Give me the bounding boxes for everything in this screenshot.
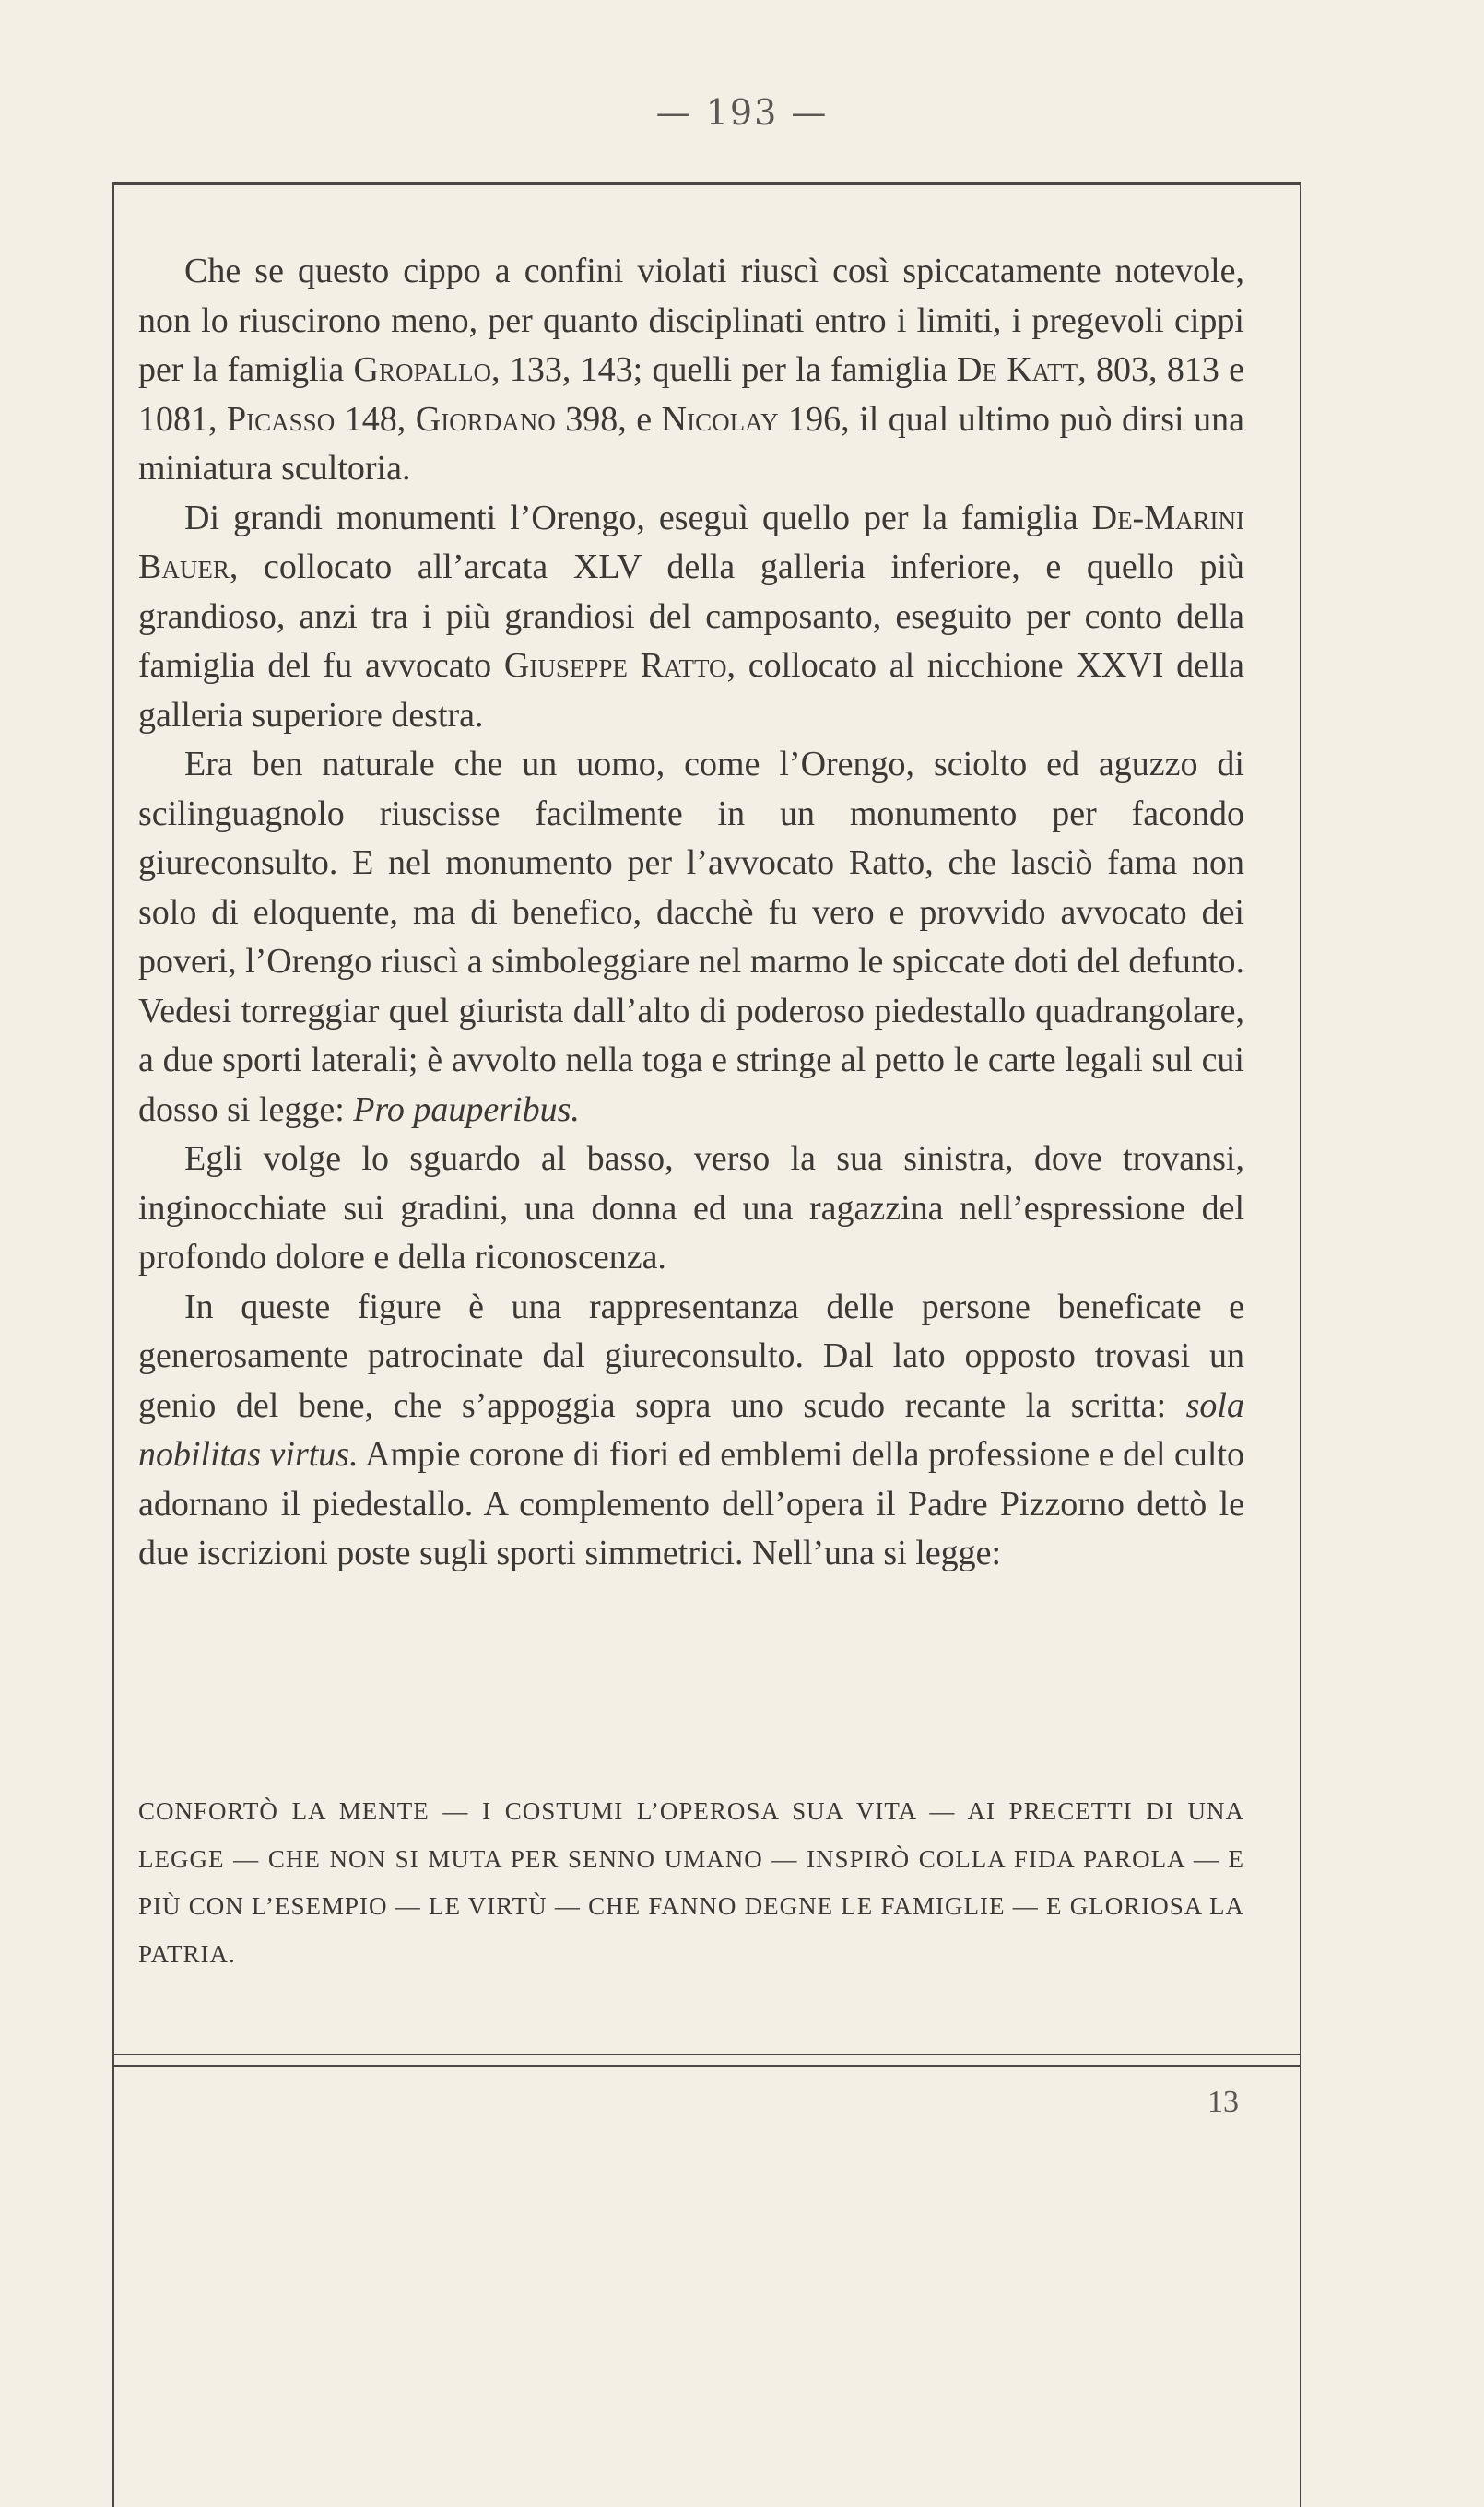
text-run: Che se questo cippo a confini violati riuscì così spiccatamente notevole, non lo riuscirono meno, per quanto disciplinati entro i limiti, i pregevoli cippi per la famiglia [138, 252, 1244, 389]
family-name: Giordano [415, 399, 556, 439]
text-run: , collocato al nicchione XXVI della galleria superiore destra. [138, 646, 1244, 735]
text-run: , 133, 143; quelli per la famiglia [491, 350, 957, 389]
body-text [138, 247, 1244, 1579]
inscription: CONFORTÒ LA MENTE — I COSTUMI L’OPEROSA SUA VITA — AI PRECETTI DI UNA LEGGE — CHE NON SI MUTA PER SENNO UMANO — INSPIRÒ COLLA FIDA PAROLA — E PIÙ CON L’ESEMPIO — LE VIRTÙ — CHE FANNO DEGNE LE FAMIGLIE — E GLORIOSA LA PATRIA. [138, 1797, 1244, 1968]
text-run: Di grandi monumenti l’Orengo, eseguì quello per la famiglia [184, 498, 1092, 537]
text-run: Ampie corone di fiori ed emblemi della professione e del culto adornano il piedestallo. A complemento dell’opera il Padre Pizzorno dettò le due iscrizioni poste sugli sporti simmetrici. Nell’una si legge: [138, 1435, 1244, 1572]
family-name: Picasso [227, 399, 336, 439]
text-run: In queste figure è una rappresentanza delle persone beneficate e generosamente patrocinate dal giureconsulto. Dal lato opposto trovasi un genio del bene, che s’appoggia sopra uno scudo recante la scritta: [138, 1287, 1244, 1425]
latin-phrase: sola nobilitas virtus. [138, 1385, 1244, 1474]
family-name: De-Marini Bauer [138, 498, 1244, 586]
family-name: De Katt [956, 350, 1078, 389]
paragraph-5 [138, 1283, 1244, 1579]
latin-phrase: Pro pauperibus. [353, 1089, 580, 1129]
text-run: 196, il qual ultimo può dirsi una miniatura scultoria. [138, 399, 1244, 488]
person-name: Giuseppe Ratto [503, 646, 727, 685]
frame-top-rule [112, 182, 1301, 185]
family-name: Nicolay [661, 399, 779, 439]
frame-right-rule [1300, 184, 1301, 2507]
text-run: 398, e [555, 399, 662, 439]
frame-bottom-rule-thick [112, 2065, 1301, 2067]
frame-bottom-rule [112, 2054, 1301, 2055]
signature-mark: 13 [1207, 2085, 1239, 2119]
family-name: Gropallo [353, 350, 492, 389]
frame-left-rule [112, 182, 114, 2507]
paragraph-1 [138, 247, 1244, 494]
text-run: Egli volge lo sguardo al basso, verso la sua sinistra, dove trovansi, inginocchiate sui gradini, una donna ed una ragazzina nell’espressione del profondo dolore e della riconoscenza. [138, 1139, 1244, 1277]
paragraph-4 [138, 1135, 1244, 1283]
paragraph-2 [138, 494, 1244, 741]
text-run: 148, [335, 399, 416, 439]
text-run: Era ben naturale che un uomo, come l’Orengo, sciolto ed aguzzo di scilinguagnolo riuscisse facilmente in un monumento per facondo giureconsulto. E nel monumento per l’avvocato Ratto, che lasciò fama non solo di eloquente, ma di benefico, dacchè fu vero e provvido avvocato dei poveri, l’Orengo riuscì a simboleggiare nel marmo le spiccate doti del defunto. Vedesi torreggiar quel giurista dall’alto di poderoso piedestallo quadrangolare, a due sporti laterali; è avvolto nella toga e stringe al petto le carte legali sul cui dosso si legge: [138, 745, 1244, 1129]
text-run: , collocato all’arcata XLV della galleria inferiore, e quello più grandioso, anzi tra i più grandiosi del camposanto, eseguito per conto della famiglia del fu avvocato [138, 547, 1244, 685]
text-run: , 803, 813 e 1081, [138, 350, 1245, 439]
paragraph-3 [138, 740, 1244, 1135]
page-number: — 193 — [655, 92, 829, 133]
